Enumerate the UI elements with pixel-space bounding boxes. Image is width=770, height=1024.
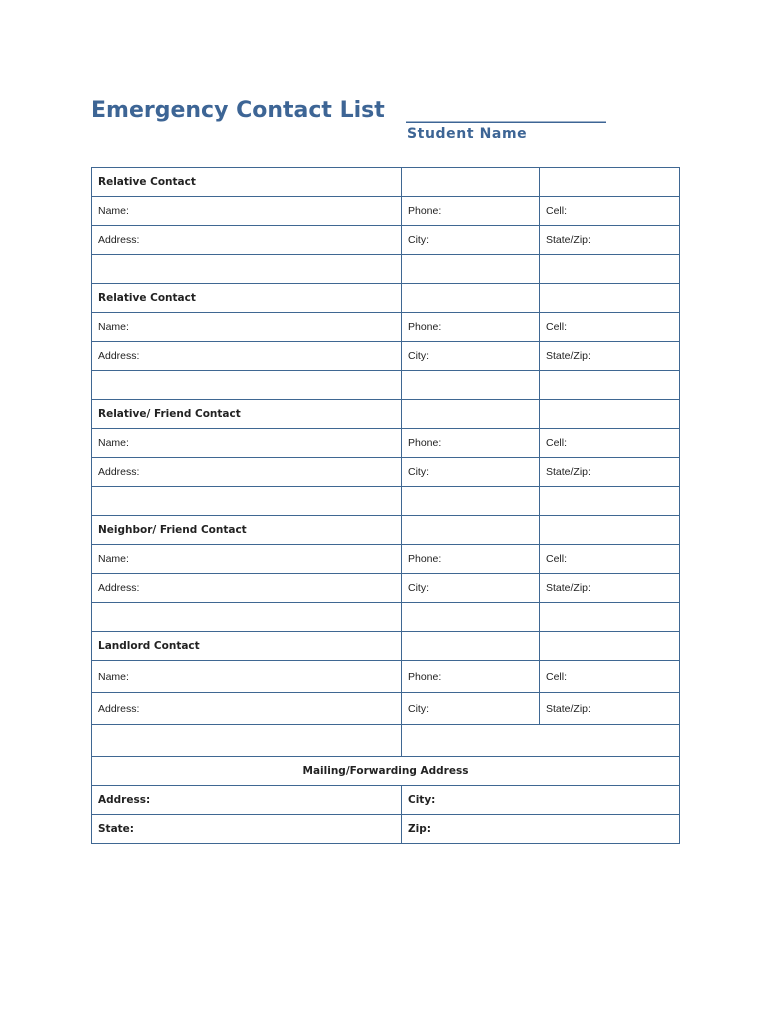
address-row: [92, 342, 680, 371]
blank-row: [92, 603, 680, 632]
blank-cell[interactable]: [92, 725, 402, 757]
state-zip-field[interactable]: State/Zip:: [540, 342, 680, 371]
blank-cell[interactable]: [540, 632, 680, 661]
mailing-city-field[interactable]: City:: [402, 786, 680, 815]
blank-cell[interactable]: [402, 516, 540, 545]
blank-cell[interactable]: [402, 371, 540, 400]
name-row: [92, 429, 680, 458]
cell-field[interactable]: Cell:: [540, 197, 680, 226]
mailing-address-field[interactable]: Address:: [92, 786, 402, 815]
section-header-row: [92, 400, 680, 429]
blank-cell[interactable]: [402, 400, 540, 429]
address-row: [92, 226, 680, 255]
section-title: Neighbor/ Friend Contact: [92, 516, 402, 545]
blank-cell[interactable]: [540, 487, 680, 516]
phone-field[interactable]: Phone:: [402, 429, 540, 458]
address-field[interactable]: Address:: [92, 458, 402, 487]
cell-field[interactable]: Cell:: [540, 313, 680, 342]
section-header-row: [92, 516, 680, 545]
city-field[interactable]: City:: [402, 342, 540, 371]
state-zip-field[interactable]: State/Zip:: [540, 458, 680, 487]
city-field[interactable]: City:: [402, 574, 540, 603]
phone-field[interactable]: Phone:: [402, 545, 540, 574]
blank-cell[interactable]: [540, 400, 680, 429]
name-row: [92, 197, 680, 226]
address-field[interactable]: Address:: [92, 693, 402, 725]
blank-cell[interactable]: [92, 255, 402, 284]
cell-field[interactable]: Cell:: [540, 429, 680, 458]
student-name-line: _________________________: [406, 104, 606, 123]
name-field[interactable]: Name:: [92, 545, 402, 574]
city-field[interactable]: City:: [402, 226, 540, 255]
blank-cell[interactable]: [402, 603, 540, 632]
mailing-state-row: [92, 815, 680, 844]
phone-field[interactable]: Phone:: [402, 313, 540, 342]
section-title: Relative/ Friend Contact: [92, 400, 402, 429]
blank-cell[interactable]: [540, 516, 680, 545]
blank-cell[interactable]: [402, 284, 540, 313]
section-title: Relative Contact: [92, 284, 402, 313]
student-name-label: Student Name: [407, 126, 528, 142]
blank-cell[interactable]: [540, 168, 680, 197]
name-row: [92, 545, 680, 574]
phone-field[interactable]: Phone:: [402, 661, 540, 693]
city-field[interactable]: City:: [402, 693, 540, 725]
section-header-row: [92, 632, 680, 661]
section-title: Relative Contact: [92, 168, 402, 197]
blank-cell[interactable]: [402, 632, 540, 661]
state-zip-field[interactable]: State/Zip:: [540, 693, 680, 725]
blank-cell[interactable]: [92, 487, 402, 516]
name-field[interactable]: Name:: [92, 313, 402, 342]
page-title: Emergency Contact List: [91, 98, 385, 123]
state-zip-field[interactable]: State/Zip:: [540, 226, 680, 255]
blank-cell[interactable]: [540, 371, 680, 400]
address-row: [92, 574, 680, 603]
address-field[interactable]: Address:: [92, 226, 402, 255]
mailing-title: Mailing/Forwarding Address: [92, 757, 680, 786]
blank-cell[interactable]: [402, 168, 540, 197]
address-field[interactable]: Address:: [92, 342, 402, 371]
blank-row: [92, 255, 680, 284]
blank-row: [92, 725, 680, 757]
section-header-row: [92, 284, 680, 313]
section-title: Landlord Contact: [92, 632, 402, 661]
blank-cell[interactable]: [92, 603, 402, 632]
city-field[interactable]: City:: [402, 458, 540, 487]
blank-cell[interactable]: [402, 487, 540, 516]
blank-row: [92, 487, 680, 516]
blank-cell[interactable]: [540, 255, 680, 284]
blank-cell[interactable]: [92, 371, 402, 400]
blank-cell[interactable]: [540, 284, 680, 313]
name-field[interactable]: Name:: [92, 197, 402, 226]
name-row: [92, 661, 680, 693]
mailing-zip-field[interactable]: Zip:: [402, 815, 680, 844]
address-row: [92, 693, 680, 725]
mailing-address-row: [92, 786, 680, 815]
address-field[interactable]: Address:: [92, 574, 402, 603]
mailing-header-row: [92, 757, 680, 786]
blank-row: [92, 371, 680, 400]
section-header-row: [92, 168, 680, 197]
blank-cell[interactable]: [402, 255, 540, 284]
address-row: [92, 458, 680, 487]
contact-form-table: [91, 167, 680, 844]
name-row: [92, 313, 680, 342]
cell-field[interactable]: Cell:: [540, 545, 680, 574]
state-zip-field[interactable]: State/Zip:: [540, 574, 680, 603]
blank-cell[interactable]: [402, 725, 680, 757]
mailing-state-field[interactable]: State:: [92, 815, 402, 844]
phone-field[interactable]: Phone:: [402, 197, 540, 226]
cell-field[interactable]: Cell:: [540, 661, 680, 693]
blank-cell[interactable]: [540, 603, 680, 632]
name-field[interactable]: Name:: [92, 661, 402, 693]
name-field[interactable]: Name:: [92, 429, 402, 458]
